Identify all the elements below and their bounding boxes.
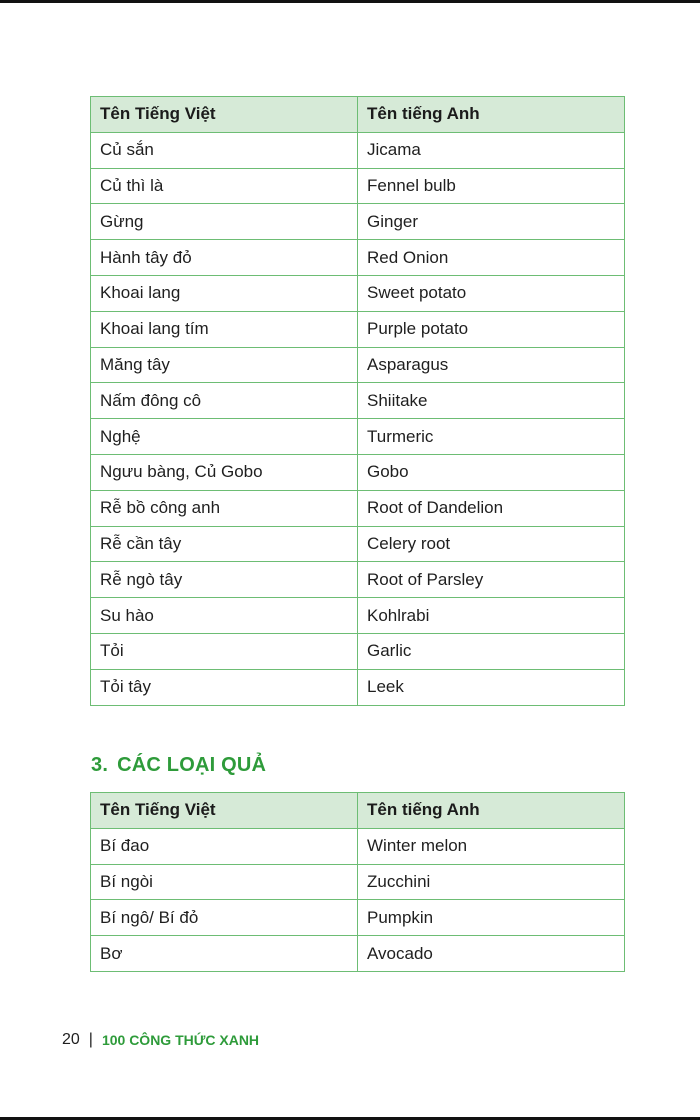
vietnamese-name-cell: Bí ngô/ Bí đỏ bbox=[91, 900, 358, 936]
english-name-cell: Winter melon bbox=[358, 828, 625, 864]
table-row bbox=[91, 828, 625, 864]
vietnamese-name-cell: Nghệ bbox=[91, 419, 358, 455]
table-row bbox=[91, 132, 625, 168]
footer-separator: | bbox=[88, 1031, 93, 1048]
table-row bbox=[91, 864, 625, 900]
english-name-cell: Red Onion bbox=[358, 240, 625, 276]
table-row bbox=[91, 669, 625, 705]
vietnamese-name-cell: Củ thì là bbox=[91, 168, 358, 204]
table-row bbox=[91, 526, 625, 562]
english-name-cell: Kohlrabi bbox=[358, 598, 625, 634]
section-number: 3. bbox=[91, 754, 109, 776]
vietnamese-name-cell: Rễ cần tây bbox=[91, 526, 358, 562]
english-name-cell: Leek bbox=[358, 669, 625, 705]
english-name-cell: Pumpkin bbox=[358, 900, 625, 936]
table-row bbox=[91, 347, 625, 383]
table-row bbox=[91, 240, 625, 276]
english-name-cell: Gobo bbox=[358, 454, 625, 490]
section-heading bbox=[91, 754, 266, 777]
table-row bbox=[91, 490, 625, 526]
vietnamese-name-cell: Măng tây bbox=[91, 347, 358, 383]
english-name-cell: Sweet potato bbox=[358, 275, 625, 311]
english-name-cell: Zucchini bbox=[358, 864, 625, 900]
table-row bbox=[91, 275, 625, 311]
table-row bbox=[91, 562, 625, 598]
table-header-row bbox=[91, 793, 625, 829]
column-header-english: Tên tiếng Anh bbox=[358, 97, 625, 133]
english-name-cell: Fennel bulb bbox=[358, 168, 625, 204]
vietnamese-name-cell: Ngưu bàng, Củ Gobo bbox=[91, 454, 358, 490]
table-row bbox=[91, 598, 625, 634]
english-name-cell: Jicama bbox=[358, 132, 625, 168]
table-row bbox=[91, 936, 625, 972]
table-row bbox=[91, 419, 625, 455]
section-title: CÁC LOẠI QUẢ bbox=[117, 754, 267, 776]
english-name-cell: Shiitake bbox=[358, 383, 625, 419]
vietnamese-name-cell: Khoai lang tím bbox=[91, 311, 358, 347]
english-name-cell: Turmeric bbox=[358, 419, 625, 455]
english-name-cell: Celery root bbox=[358, 526, 625, 562]
table-row bbox=[91, 454, 625, 490]
book-title: 100 CÔNG THỨC XANH bbox=[101, 1032, 260, 1048]
english-name-cell: Purple potato bbox=[358, 311, 625, 347]
english-name-cell: Garlic bbox=[358, 633, 625, 669]
table-row bbox=[91, 383, 625, 419]
fruits-vocab-table bbox=[90, 792, 625, 972]
page-number: 20 bbox=[62, 1031, 80, 1048]
vietnamese-name-cell: Củ sắn bbox=[91, 132, 358, 168]
column-header-vietnamese: Tên Tiếng Việt bbox=[91, 793, 358, 829]
table-row bbox=[91, 204, 625, 240]
column-header-vietnamese: Tên Tiếng Việt bbox=[91, 97, 358, 133]
page-top-edge bbox=[0, 0, 700, 3]
english-name-cell: Avocado bbox=[358, 936, 625, 972]
english-name-cell: Root of Dandelion bbox=[358, 490, 625, 526]
page-footer bbox=[62, 1031, 259, 1049]
vietnamese-name-cell: Bí ngòi bbox=[91, 864, 358, 900]
column-header-english: Tên tiếng Anh bbox=[358, 793, 625, 829]
table-row bbox=[91, 311, 625, 347]
vietnamese-name-cell: Tỏi bbox=[91, 633, 358, 669]
vietnamese-name-cell: Nấm đông cô bbox=[91, 383, 358, 419]
vietnamese-name-cell: Khoai lang bbox=[91, 275, 358, 311]
english-name-cell: Ginger bbox=[358, 204, 625, 240]
vietnamese-name-cell: Su hào bbox=[91, 598, 358, 634]
table-row bbox=[91, 168, 625, 204]
vietnamese-name-cell: Rễ ngò tây bbox=[91, 562, 358, 598]
english-name-cell: Asparagus bbox=[358, 347, 625, 383]
vegetables-vocab-table bbox=[90, 96, 625, 706]
table-header-row bbox=[91, 97, 625, 133]
vietnamese-name-cell: Gừng bbox=[91, 204, 358, 240]
table-row bbox=[91, 633, 625, 669]
english-name-cell: Root of Parsley bbox=[358, 562, 625, 598]
vietnamese-name-cell: Tỏi tây bbox=[91, 669, 358, 705]
vietnamese-name-cell: Rễ bồ công anh bbox=[91, 490, 358, 526]
table-row bbox=[91, 900, 625, 936]
vietnamese-name-cell: Bí đao bbox=[91, 828, 358, 864]
vietnamese-name-cell: Bơ bbox=[91, 936, 358, 972]
vietnamese-name-cell: Hành tây đỏ bbox=[91, 240, 358, 276]
